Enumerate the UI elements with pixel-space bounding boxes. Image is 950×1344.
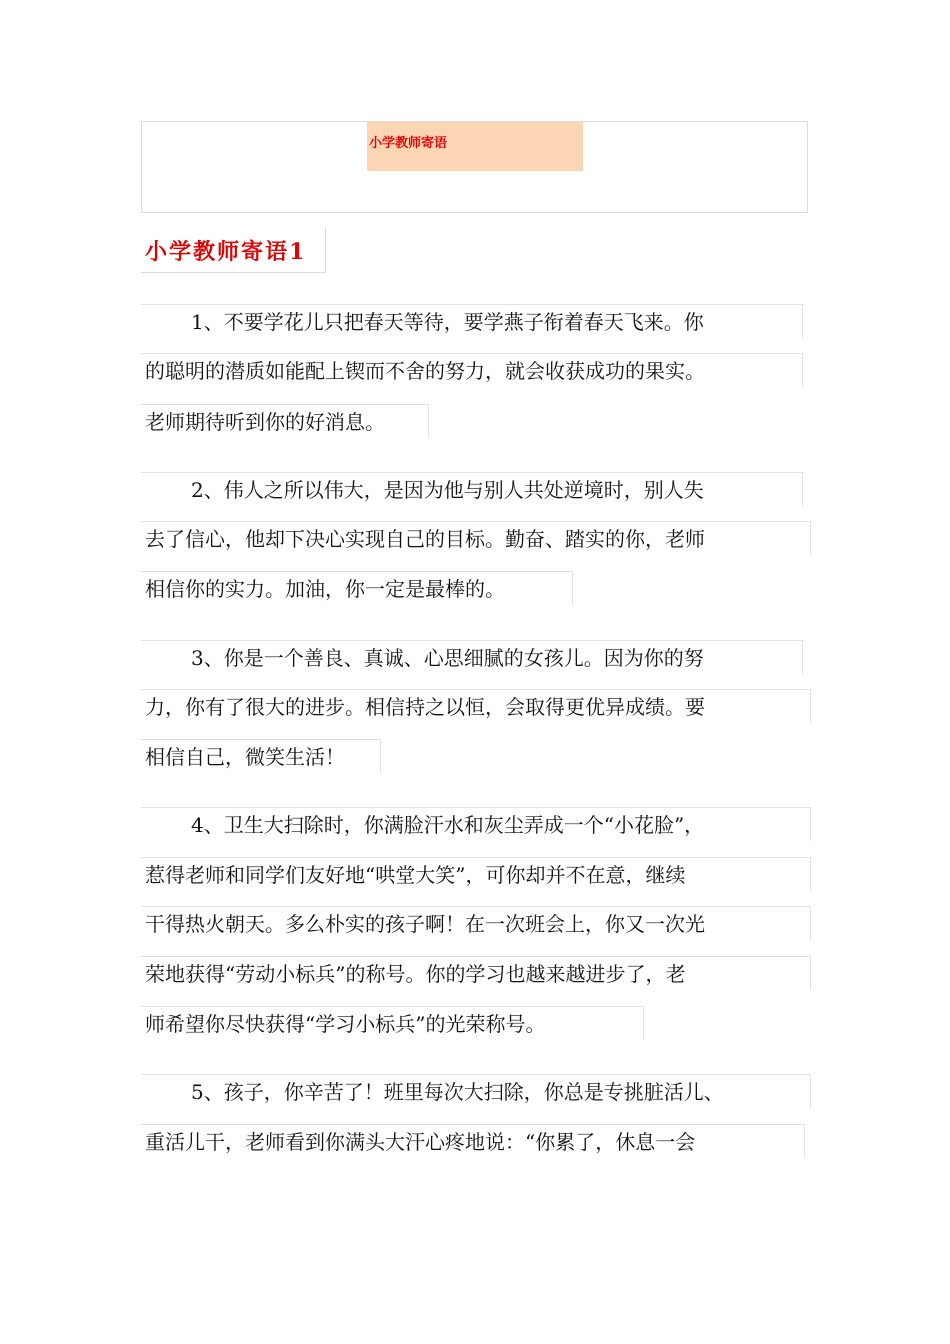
- para-4-line-2: 惹得老师和同学们友好地“哄堂大笑”，可你却并不在意，继续: [141, 857, 811, 891]
- para-2-line-3: 相信你的实力。加油，你一定是最棒的。: [141, 571, 573, 605]
- header-box: [141, 121, 808, 213]
- doc-title: 小学教师寄语1: [141, 227, 326, 273]
- para-2-line-2: 去了信心，他却下决心实现自己的目标。勤奋、踏实的你，老师: [141, 521, 811, 555]
- para-4-line-5: 师希望你尽快获得“学习小标兵”的光荣称号。: [141, 1006, 644, 1040]
- para-4-line-4: 荣地获得“劳动小标兵”的称号。你的学习也越来越进步了，老: [141, 956, 811, 990]
- para-1-line-1: 1、不要学花儿只把春天等待，要学燕子衔着春天飞来。你: [141, 304, 803, 338]
- para-1-line-2: 的聪明的潜质如能配上锲而不舍的努力，就会收获成功的果实。: [141, 353, 803, 387]
- header-tag: 小学教师寄语: [367, 122, 583, 171]
- para-5-line-2: 重活儿干，老师看到你满头大汗心疼地说：“你累了，休息一会: [141, 1124, 805, 1158]
- para-4-line-3: 干得热火朝天。多么朴实的孩子啊！在一次班会上，你又一次光: [141, 906, 811, 940]
- para-1-line-3: 老师期待听到你的好消息。: [141, 404, 429, 438]
- para-2-line-1: 2、伟人之所以伟大，是因为他与别人共处逆境时，别人失: [141, 472, 803, 506]
- para-5-line-1: 5、孩子，你辛苦了！班里每次大扫除，你总是专挑脏活儿、: [141, 1074, 811, 1108]
- para-3-line-3: 相信自己，微笑生活！: [141, 739, 381, 773]
- para-3-line-2: 力，你有了很大的进步。相信持之以恒，会取得更优异成绩。要: [141, 689, 811, 723]
- para-3-line-1: 3、你是一个善良、真诚、心思细腻的女孩儿。因为你的努: [141, 640, 803, 674]
- para-4-line-1: 4、卫生大扫除时，你满脸汗水和灰尘弄成一个“小花脸”，: [141, 807, 811, 841]
